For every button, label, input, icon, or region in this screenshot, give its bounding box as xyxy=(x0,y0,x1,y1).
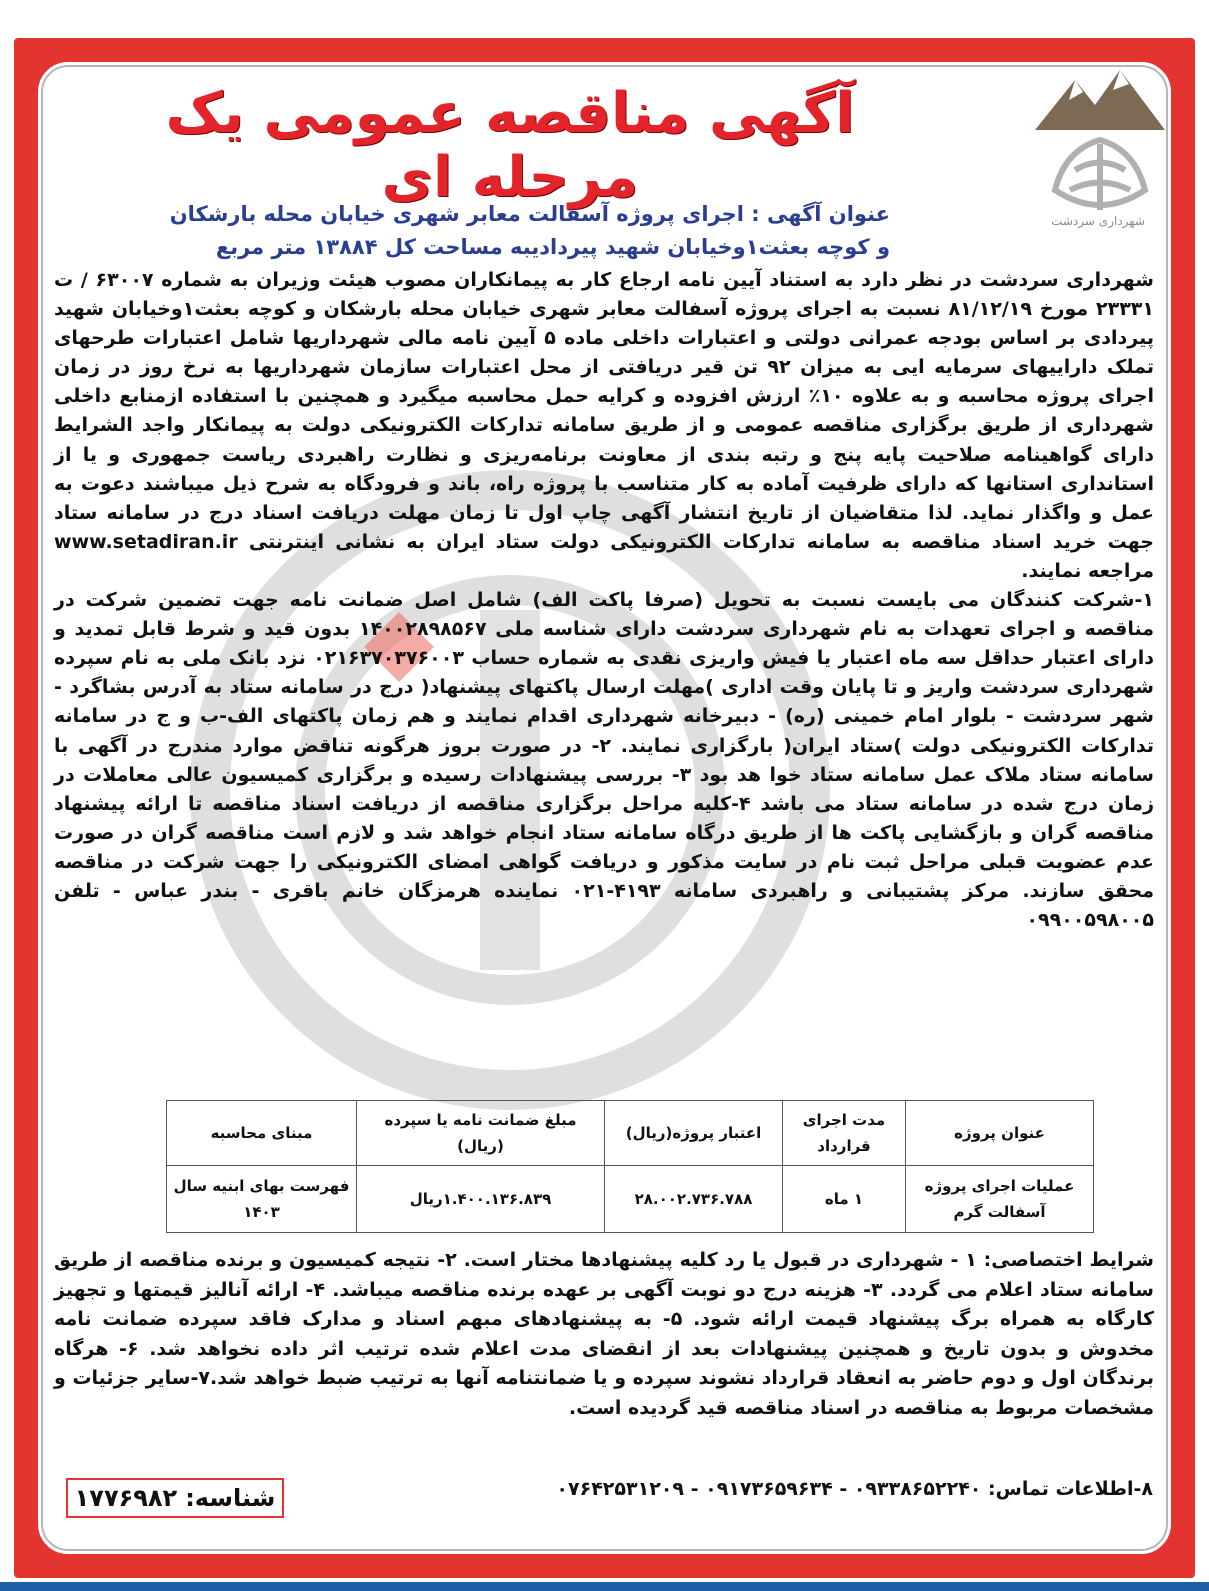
table-header-cell: مبنای محاسبه xyxy=(167,1101,357,1166)
ad-id-box xyxy=(66,1478,284,1518)
setadiran-link[interactable]: www.setadiran.ir xyxy=(54,530,238,553)
table-cell: ۲۸.۰۰۲.۷۳۶.۷۸۸ xyxy=(605,1166,783,1233)
body-paragraph-1-end: مراجعه نمایند. xyxy=(1021,559,1154,582)
ad-body xyxy=(54,266,1154,935)
municipality-logo-icon xyxy=(1025,60,1175,220)
ad-subtitle xyxy=(150,198,890,264)
bottom-strip xyxy=(0,1582,1209,1591)
table-header-row xyxy=(167,1101,1094,1166)
ad-id-value: ۱۷۷۶۹۸۲ xyxy=(74,1484,178,1512)
table-cell: ۱.۴۰۰.۱۳۶.۸۳۹ریال xyxy=(357,1166,605,1233)
contact-info: ۸-اطلاعات تماس: ۰۹۳۳۸۶۵۲۲۴۰ - ۰۹۱۷۳۶۵۹۶۳۴ - ۰۷۶۴۲۵۳۱۲۰۹ xyxy=(556,1478,1153,1500)
table-header-cell: عنوان پروژه xyxy=(906,1101,1094,1166)
table-cell: فهرست بهای ابنیه سال ۱۴۰۳ xyxy=(167,1166,357,1233)
table-row xyxy=(167,1166,1094,1233)
table-cell: ۱ ماه xyxy=(783,1166,906,1233)
body-paragraph-1 xyxy=(54,266,1154,586)
special-conditions: شرایط اختصاصی: ۱ - شهرداری در قبول یا رد کلیه پیشنهادها مختار است. ۲- نتیجه کمیسیون و برنده مناقصه از طریق سامانه ستاد اعلام می گردد. ۳- هزینه درج دو نوبت آگهی بر عهده برنده مناقصه میباشد. ۴- ارائه آنالیز قیمتها و تجهیز کارگاه به همراه برگ پیشنهاد قیمت ارائه شود. ۵- به پیشنهادهای مبهم اسناد و مدارک فاقد سپرده ضمانت نامه مخدوش و بدون تاریخ و همچنین پیشنهادات بعد از انقضای مدت اعلام شده ترتیب اثر داده نخواهد شد. ۶- هرگاه برندگان اول و دوم حاضر به انعقاد قرارداد نشوند سپرده و یا ضمانتنامه آنها به ترتیب ضبط خواهد شد.۷-سایر جزئیات و مشخصات مربوط به مناقصه در اسناد مناقصه قید گردیده است. xyxy=(54,1249,1155,1419)
logo-caption: شهرداری سردشت xyxy=(1051,214,1145,228)
body-paragraph-2: ۱-شرکت کنندگان می بایست نسبت به تحویل (صرفا پاکت الف) شامل اصل ضمانت نامه جهت تضمین شرکت در مناقصه و اجرای تعهدات به نام شهرداری سردشت دارای شناسه ملی ۱۴۰۰۲۸۹۸۵۶۷ بدون قید و شرط قابل تمدید و دارای اعتبار حداقل سه ماه اعتبار یا فیش واریزی نقدی به شماره حساب ۰۲۱۶۳۷۰۳۷۶۰۰۳ نزد بانک ملی به نام سپرده شهرداری سردشت واریز و تا پایان وقت اداری )مهلت ارسال پاکتهای پیشنهاد( درج در سامانه ستاد به آدرس بشاگرد - شهر سردشت - بلوار امام خمینی (ره) - دبیرخانه شهرداری اقدام نمایند و هم زمان پاکتهای الف-ب و ج در سامانه تدارکات الکترونیکی دولت )ستاد ایران( بارگزاری نمایند. ۲- در صورت بروز هرگونه تناقض موارد مندرج در آگهی با سامانه ستاد ملاک عمل سامانه ستاد خوا هد بود ۳- بررسی پیشنهادات رسیده و برگزاری کمیسیون عالی معاملات در زمان درج شده در سامانه ستاد می باشد ۴-کلیه مراحل برگزاری مناقصه از دریافت اسناد مناقصه تا ارائه پیشنهاد مناقصه گران و بازگشایی پاکت ها از طریق درگاه سامانه ستاد انجام خواهد شد و لازم است مناقصه گران در صورت عدم عضویت قبلی مراحل ثبت نام در سایت مذکور و دریافت گواهی امضای الکترونیکی را جهت شرکت در مناقصه محقق سازند. مرکز پشتیبانی و راهبردی سامانه ۴۱۹۳-۰۲۱ نماینده هرمزگان خانم باقری - بندر عباس - تلفن ۰۹۹۰۰۵۹۸۰۰۵ xyxy=(54,589,1155,932)
subtitle-line-1: عنوان آگهی : اجرای پروژه آسفالت معابر شهری خیابان محله بارشکان xyxy=(169,202,890,226)
ad-id-label: شناسه: xyxy=(185,1484,276,1512)
table-header-cell: مدت اجرای قرارداد xyxy=(783,1101,906,1166)
subtitle-line-2: و کوچه بعثت۱وخیابان شهید پیردادیبه مساحت کل ۱۳۸۸۴ متر مربع xyxy=(215,235,890,259)
top-strip xyxy=(0,0,1209,30)
body-paragraph-1-text: شهرداری سردشت در نظر دارد به استناد آیین نامه ارجاع کار به پیمانکاران مصوب هیئت وزیران به شماره ۶۳۰۰۷ / ت ۲۳۳۳۱ مورخ ۸۱/۱۲/۱۹ نسبت به اجرای پروژه آسفالت معابر شهری خیابان محله بارشکان و کوچه بعثت۱وخیابان شهید پیردادی بر اساس بودجه عمرانی دولتی و اعتبارات داخلی ماده ۵ آیین نامه مالی شهرداریها شامل اعتبارات طرحهای تملک داراییهای سرمایه ایی به میزان ۹۲ تن قیر دریافتی از محل اعتبارات سازمان شهرداریها به نرخ روز در زمان اجرای پروژه محاسبه و به علاوه ۱۰٪ ارزش افزوده و کرایه حمل محاسبه میگیرد و همچنین با استفاده ازمنابع داخلی شهرداری از طریق برگزاری مناقصه عمومی و از طریق سامانه تدارکات الکترونیکی دولت به پیمانکار واجد الشرایط دارای گواهینامه صلاحیت پایه پنج و رتبه بندی از معاونت برنامه‌ریزی و نظارت راهبردی ریاست جمهوری و یا از استانداری استانها که دارای ظرفیت آماده به کار متناسب با پروژه راه، باند و فرودگاه به شرح ذیل میباشند دعوت به عمل و واگذار نماید. لذا متقاضیان از تاریخ انتشار آگهی چاپ اول تا زمان مهلت دریافت اسناد درج در سامانه ستاد جهت خرید اسناد مناقصه به سامانه تدارکات الکترونیکی دولت ستاد ایران به نشانی اینترنتی xyxy=(54,269,1155,553)
table-header-cell: اعتبار پروژه(ریال) xyxy=(605,1101,783,1166)
table-header-cell: مبلغ ضمانت نامه یا سپرده (ریال) xyxy=(357,1101,605,1166)
tender-table xyxy=(166,1100,1094,1233)
table-cell: عملیات اجرای پروژه آسفالت گرم xyxy=(906,1166,1094,1233)
page-title: آگهی مناقصه عمومی یک مرحله ای xyxy=(165,81,855,210)
